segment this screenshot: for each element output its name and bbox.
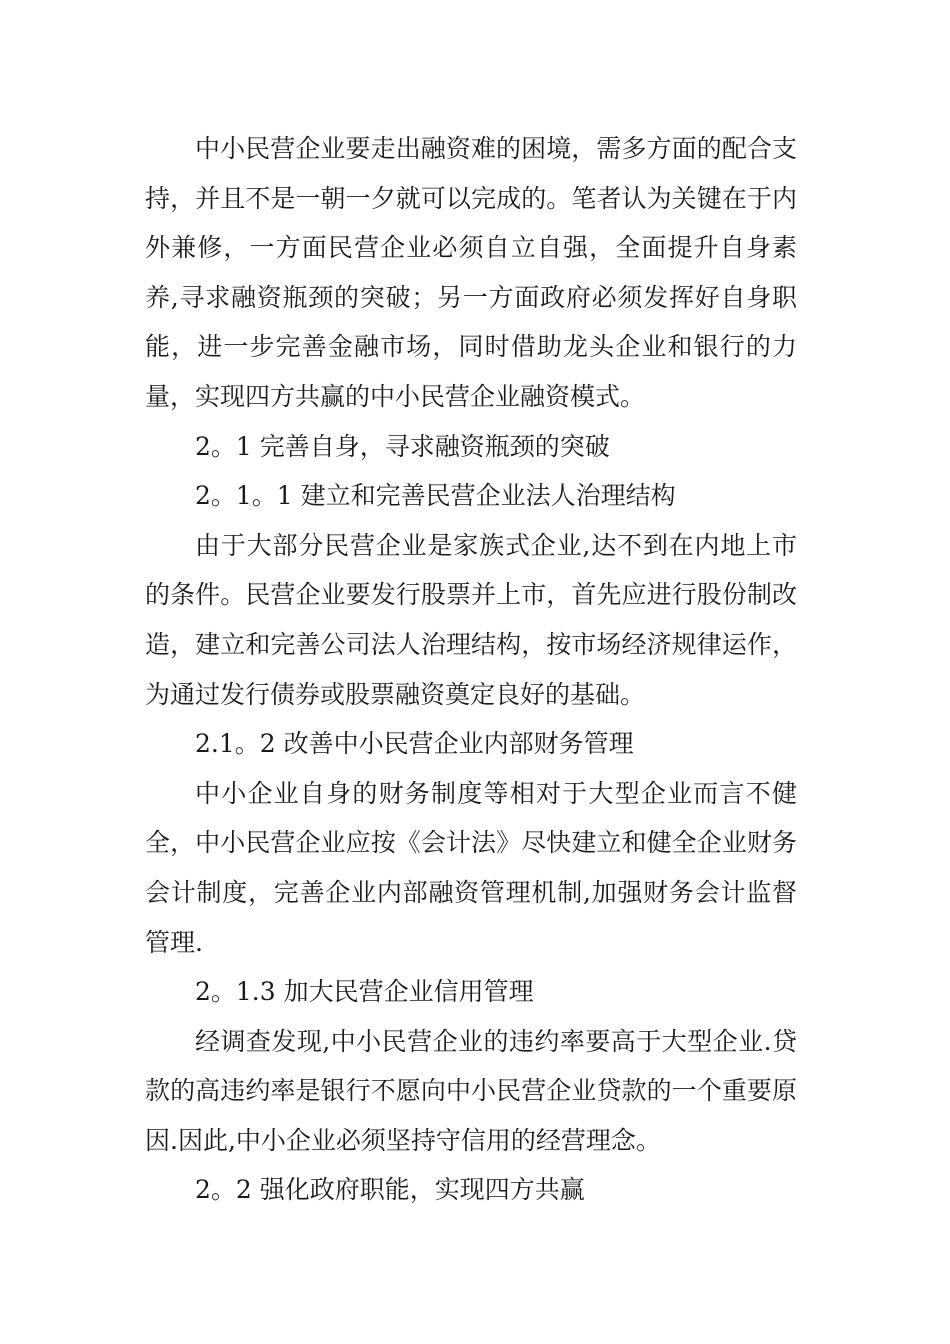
subsection-heading-2-1-3: 2。1.3 加大民营企业信用管理 <box>195 977 534 1007</box>
paragraph-governance: 由于大部分民营企业是家族式企业,达不到在内地上市的条件。民营企业要发行股票并上市，首先应进行股份制改造，建立和完善公司法人治理结构，按市场经济规律运作，为通过发行债券或股票融资奠定良好的基础。 <box>145 530 797 709</box>
paragraph-finance: 中小企业自身的财务制度等相对于大型企业而言不健全，中小民营企业应按《会计法》尽快建立和健全企业财务会计制度，完善企业内部融资管理机制,加强财务会计监督管理. <box>145 778 797 957</box>
paragraph-credit: 经调查发现,中小民营企业的违约率要高于大型企业.贷款的高违约率是银行不愿向中小民营企业贷款的一个重要原因.因此,中小企业必须坚持守信用的经营理念。 <box>145 1026 797 1155</box>
subsection-heading-2-1-1: 2。1。1 建立和完善民营企业法人治理结构 <box>195 481 676 511</box>
section-heading-2-2: 2。2 强化政府职能，实现四方共赢 <box>195 1175 585 1205</box>
section-heading-2-1: 2。1 完善自身，寻求融资瓶颈的突破 <box>195 431 610 461</box>
paragraph-intro: 中小民营企业要走出融资难的困境，需多方面的配合支持，并且不是一朝一夕就可以完成的。笔者认为关键在于内外兼修，一方面民营企业必须自立自强，全面提升自身素养,寻求融资瓶颈的突破；另一方面政府必须发挥好自身职能，进一步完善金融市场，同时借助龙头企业和银行的力量，实现四方共赢的中小民营企业融资模式。 <box>145 134 797 411</box>
document-body <box>145 124 797 1215</box>
subsection-heading-2-1-2: 2.1。2 改善中小民营企业内部财务管理 <box>195 729 634 759</box>
